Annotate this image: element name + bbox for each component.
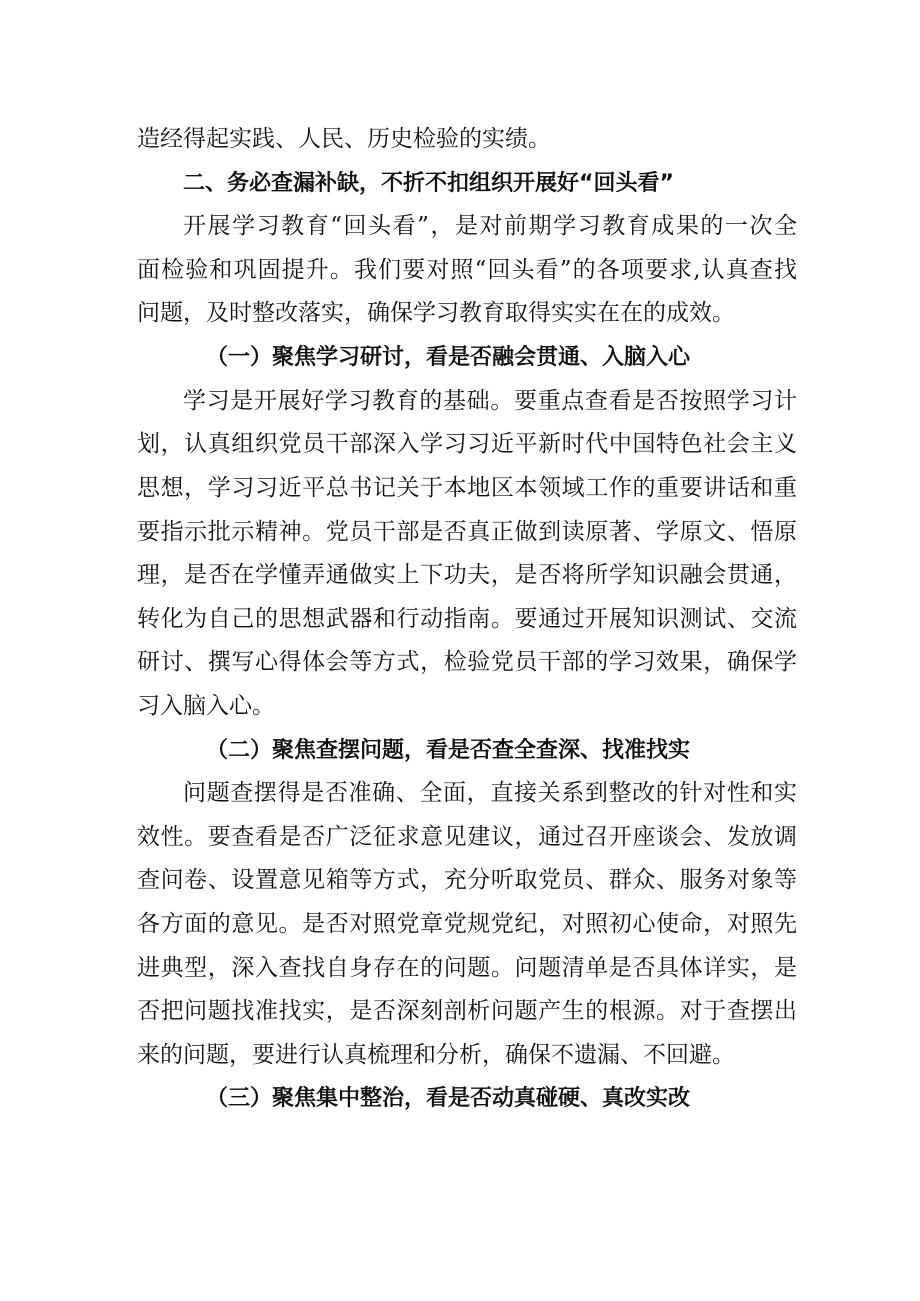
- body-line: 进典型，深入查找自身存在的问题。问题清单是否具体详实，是: [137, 955, 797, 981]
- body-line: 转化为自己的思想武器和行动指南。要通过开展知识测试、交流: [137, 606, 797, 632]
- section-heading: 二、务必查漏补缺，不折不扣组织开展好“回头看”: [183, 171, 674, 196]
- body-line: 要指示批示精神。党员干部是否真正做到读原著、学原文、悟原: [137, 519, 797, 545]
- body-line: 划，认真组织党员干部深入学习习近平新时代中国特色社会主义: [137, 431, 797, 457]
- body-line: 理，是否在学懂弄通做实上下功夫，是否将所学知识融会贯通，: [137, 562, 797, 588]
- body-line: 开展学习教育“回头看”，是对前期学习教育成果的一次全: [183, 213, 797, 239]
- body-line: 习入脑入心。: [137, 693, 275, 719]
- body-line: 各方面的意见。是否对照党章党规党纪，对照初心使命，对照先: [137, 911, 797, 937]
- body-line: 问题，及时整改落实，确保学习教育取得实实在在的成效。: [137, 300, 735, 326]
- body-line: 问题查摆得是否准确、全面，直接关系到整改的针对性和实: [183, 780, 797, 806]
- body-line: 思想，学习习近平总书记关于本地区本领域工作的重要讲话和重: [137, 475, 797, 501]
- body-line: 学习是开展好学习教育的基础。要重点查看是否按照学习计: [183, 388, 797, 414]
- body-line: 来的问题，要进行认真梳理和分析，确保不遗漏、不回避。: [137, 1042, 735, 1068]
- body-line: 研讨、撰写心得体会等方式，检验党员干部的学习效果，确保学: [137, 649, 797, 675]
- body-line: 效性。要查看是否广泛征求意见建议，通过召开座谈会、发放调: [137, 824, 797, 850]
- body-line: 查问卷、设置意见箱等方式，充分听取党员、群众、服务对象等: [137, 867, 797, 893]
- subsection-heading: （二）聚焦查摆问题，看是否查全查深、找准找实: [206, 738, 691, 763]
- subsection-heading: （三）聚焦集中整治，看是否动真碰硬、真改实改: [206, 1086, 691, 1111]
- body-line: 否把问题找准找实，是否深刻剖析问题产生的根源。对于查摆出: [137, 998, 797, 1024]
- body-line: 面检验和巩固提升。我们要对照“回头看”的各项要求,认真查找: [137, 257, 797, 283]
- body-line: 造经得起实践、人民、历史检验的实绩。: [137, 126, 551, 152]
- subsection-heading: （一）聚焦学习研讨，看是否融会贯通、入脑入心: [206, 345, 691, 370]
